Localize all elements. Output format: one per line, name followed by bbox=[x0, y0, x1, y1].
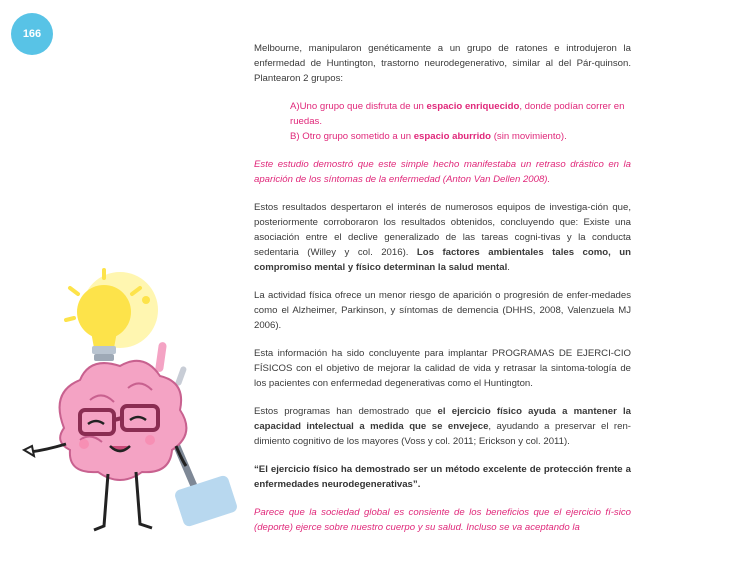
groups-list bbox=[254, 99, 631, 144]
group-a-highlight: espacio enriquecido bbox=[426, 101, 520, 112]
benefits-suffix: , ayudando a preservar el ren-dimiento cognitivo de los mayores (Voss y col. 2011; Erickson y col. 2011). bbox=[254, 421, 631, 447]
paragraph-study-result: Este estudio demostró que este simple hecho manifestaba un retraso drástico en la aparición de los síntomas de la enfermedad (Anton Van Dellen 2008). bbox=[254, 159, 631, 185]
research-end: . bbox=[507, 262, 510, 273]
research-bold: Los factores ambientales tales como, un compromiso mental y físico determinan la salud mental bbox=[254, 247, 631, 273]
quote-paragraph: “El ejercicio físico ha demostrado ser un método excelente de protección frente a enfermedades neurodegenerativas”. bbox=[254, 464, 631, 490]
hammer-icon bbox=[170, 430, 239, 528]
benefits-prefix: Estos programas han demostrado que bbox=[254, 406, 438, 417]
group-b bbox=[290, 129, 631, 144]
paragraph-intro: Melbourne, manipularon genéticamente a un grupo de ratones e introdujeron la enfermedad de Huntington, trastorno neurodegenerativo, similar al del Pár-quinson. Plantearon 2 grupos: bbox=[254, 43, 631, 84]
paragraph-closing: Parece que la sociedad global es consiente de los beneficios que el ejercicio fí-sico (deporte) ejerce sobre nuestro cuerpo y su salud. Incluso se va aceptando la bbox=[254, 507, 631, 533]
research-text: Estos resultados despertaron el interés de numerosos equipos de investiga-ción que, posteriormente corroboraron los resultados obtenidos, concluyendo que: Existe una asociación entre el declive generalizado de las tareas cogni-tivas y la conducta sedentaria (Willey y col. 2016). bbox=[254, 202, 631, 258]
group-b-suffix: (sin movimiento). bbox=[491, 131, 567, 142]
group-b-prefix: B) Otro grupo sometido a un bbox=[290, 131, 414, 142]
article-text bbox=[254, 41, 631, 548]
paragraph-benefits bbox=[254, 404, 631, 449]
lightbulb-icon bbox=[66, 270, 158, 361]
group-b-highlight: espacio aburrido bbox=[413, 131, 492, 142]
page-number: 166 bbox=[22, 28, 42, 40]
group-a-suffix: , donde podían correr en ruedas. bbox=[290, 101, 625, 127]
page-number-badge bbox=[11, 13, 53, 55]
brain-illustration bbox=[10, 260, 250, 550]
group-a bbox=[290, 99, 631, 129]
brain-character-icon bbox=[24, 361, 186, 530]
group-a-prefix: A)Uno grupo que disfruta de un bbox=[290, 101, 427, 112]
paragraph-physical-activity: La actividad física ofrece un menor riesgo de aparición o progresión de enfer-medades como el Alzheimer, Parkinson, y síntomas de demencia (DHHS, 2008, Valenzuela MJ 2006). bbox=[254, 290, 631, 331]
paragraph-research bbox=[254, 200, 631, 275]
paragraph-programs: Esta información ha sido concluyente para implantar PROGRAMAS DE EJERCI-CIO FÍSICOS con el objetivo de mejorar la calidad de vida y retrasar la sintoma-tología de los pacientes con enfermedad degenerativas como el Huntington. bbox=[254, 348, 631, 389]
benefits-bold: el ejercicio físico ayuda a mantener la capacidad intelectual a medida que se envejece bbox=[254, 406, 632, 432]
